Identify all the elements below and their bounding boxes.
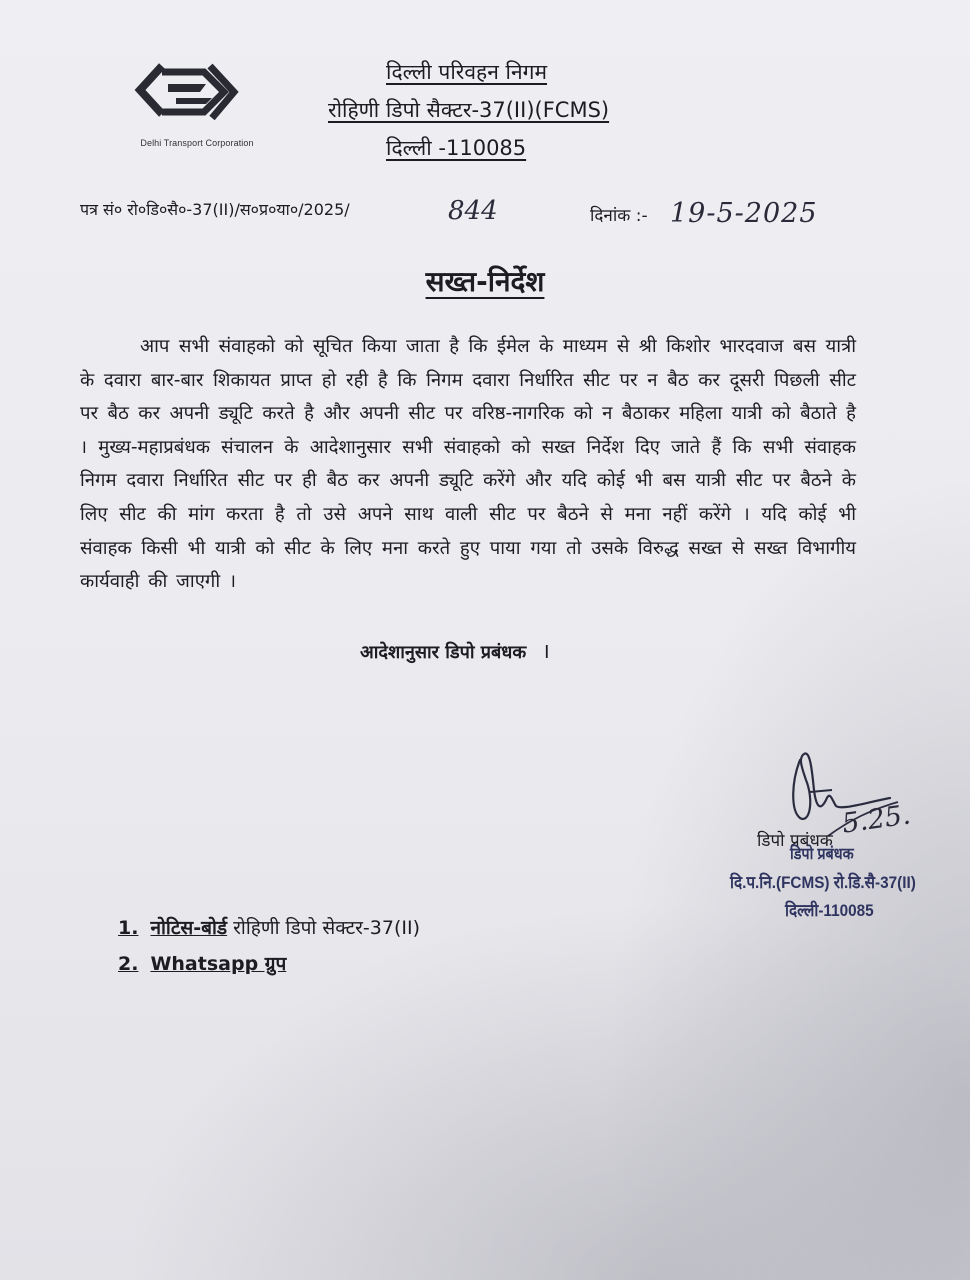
copy-number: 1. — [118, 917, 139, 939]
copy-label: Whatsapp ग्रुप — [150, 953, 287, 975]
copy-item-1 — [118, 914, 420, 940]
signatory-title: डिपो प्रबंधक — [757, 831, 833, 851]
stamp-line-1: डिपो प्रबंधक — [790, 846, 854, 863]
letter-title: सख्त-निर्देश — [425, 265, 545, 298]
city-pin: दिल्ली -110085 — [386, 136, 527, 160]
copy-item-2 — [118, 950, 286, 976]
copy-detail: रोहिणी डिपो सेक्टर-37(II) — [233, 917, 420, 939]
date-label: दिनांक :- — [590, 206, 648, 226]
date-value: 19-5-2025 — [670, 198, 818, 229]
dtc-logo — [112, 58, 282, 158]
reference-number: 844 — [448, 196, 498, 226]
dtc-logo-icon — [132, 58, 242, 128]
copy-label: नोटिस-बोर्ड — [150, 917, 228, 939]
stamp-line-2: दि.प.नि.(FCMS) रो.डि.सै-37(II) — [730, 873, 916, 892]
copy-number: 2. — [118, 953, 139, 975]
logo-caption: Delhi Transport Corporation — [140, 138, 254, 148]
order-line — [360, 640, 549, 664]
reference-prefix: पत्र सं० रो०डि०सै०-37(II)/स०प्र०या०/2025/ — [80, 200, 350, 219]
order-mark: I — [544, 642, 550, 663]
depot-name: रोहिणी डिपो सैक्टर-37(II)(FCMS) — [328, 98, 610, 122]
stamp-line-3: दिल्ली-110085 — [785, 901, 874, 920]
letter-body: आप सभी संवाहको को सूचित किया जाता है कि ईमेल के माध्यम से श्री किशोर भारदवाज बस यात्री के दवारा बार-बार शिकायत प्राप्त हो रही है कि निगम दवारा निर्धारित सीट पर न बैठ कर दूसरी पिछली सीट पर बैठ कर अपनी ड्यूटि करते है और अपनी सीट पर वरिष्ठ-नागरिक को न बैठाकर महिला यात्री को बैठाते है । मुख्य-महाप्रबंधक संचालन के आदेशानुसार सभी संवाहको को सख्त निर्देश दिए जाते हैं कि सभी संवाहक निगम दवारा निर्धारित सीट पर ही बैठ कर अपनी ड्यूटि करेंगे और यदि कोई भी बस यात्री सीट पर बैठने के लिए सीट की मांग करता है तो उसे अपने साथ वाली सीट पर बैठने से मना नहीं करेंगे । यदि कोई भी संवाहक किसी भी यात्री को सीट के लिए मना करते हुए पाया गया तो उसके विरुद्ध सख्त से सख्त विभागीय कार्यवाही की जाएगी । — [80, 336, 856, 593]
order-text: आदेशानुसार डिपो प्रबंधक — [360, 642, 527, 663]
signature-date: 5.25. — [840, 799, 913, 840]
org-name: दिल्ली परिवहन निगम — [386, 60, 548, 84]
